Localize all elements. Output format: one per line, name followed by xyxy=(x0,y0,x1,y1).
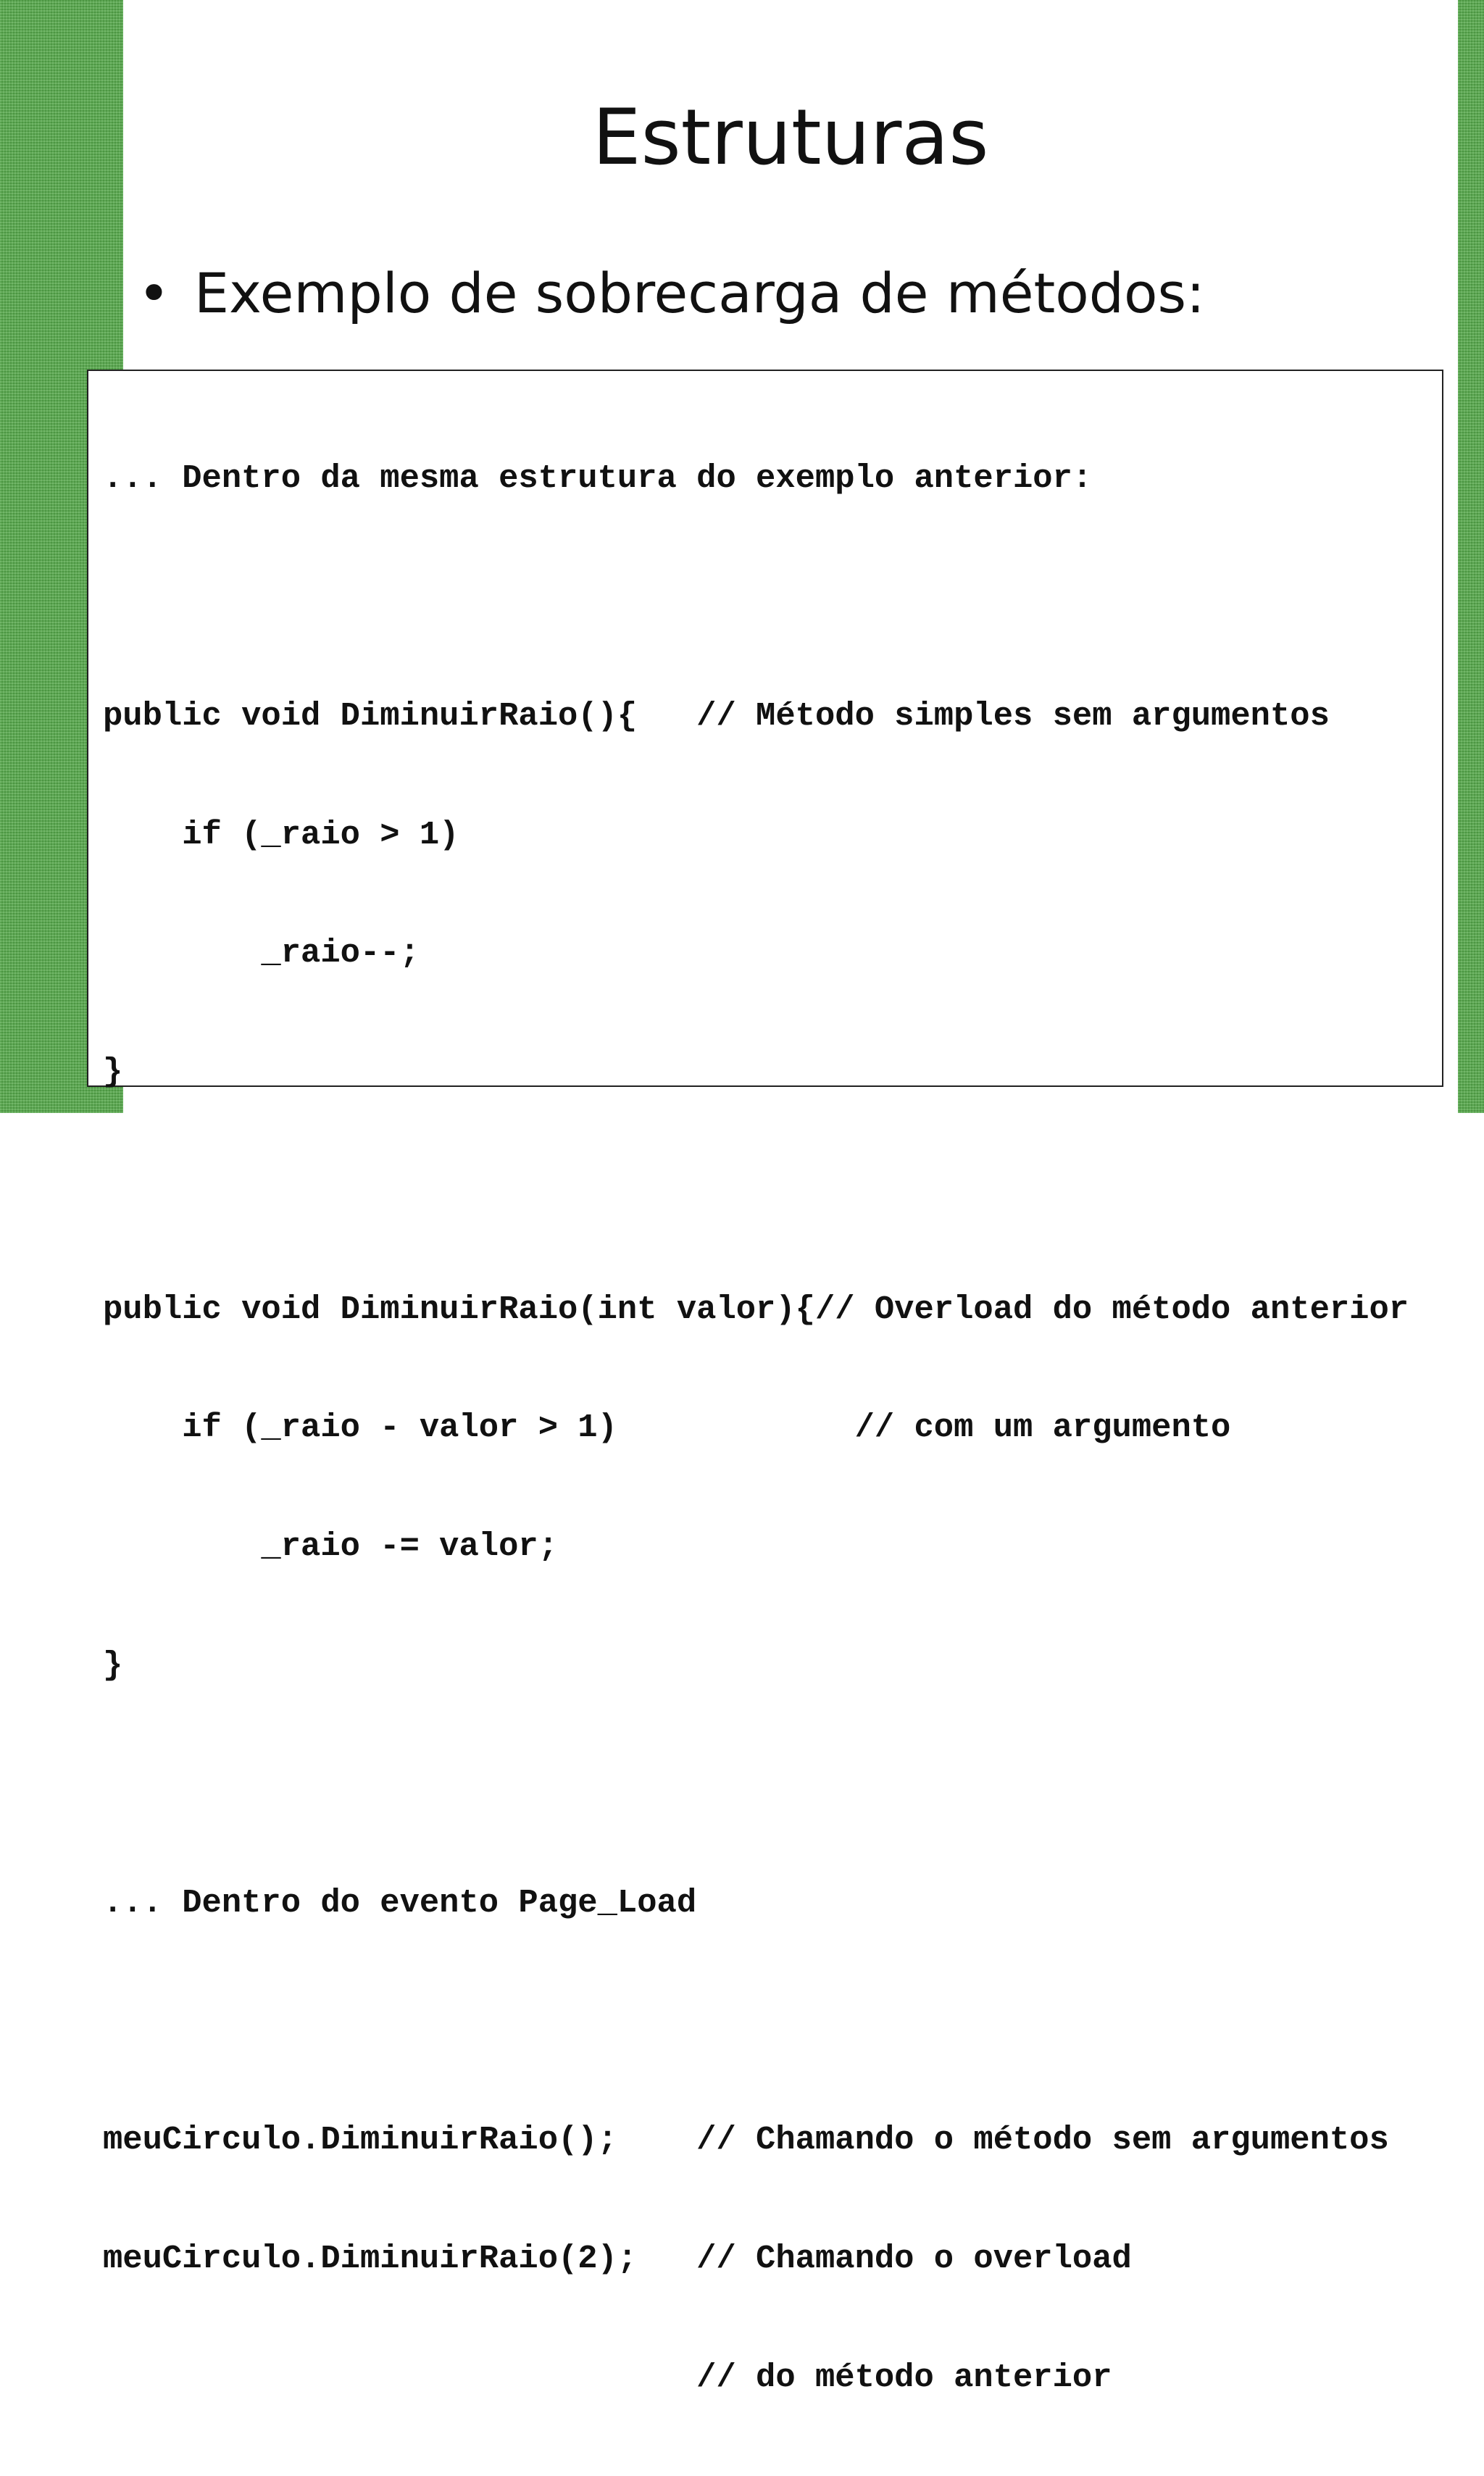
bullet-text: Exemplo de sobrecarga de métodos: xyxy=(194,261,1205,325)
code-line xyxy=(103,1764,1409,1804)
code-line: meuCirculo.DiminuirRaio(); // Chamando o método sem argumentos xyxy=(103,2121,1389,2159)
bullet-marker: • xyxy=(138,261,170,325)
code-listing xyxy=(103,380,1409,2476)
code-line: } xyxy=(103,1053,123,1091)
code-block xyxy=(87,370,1443,2396)
slide-title: Estruturas xyxy=(592,93,989,182)
code-line xyxy=(103,578,1409,617)
right-green-border xyxy=(1458,0,1484,1113)
code-line: if (_raio - valor > 1) // com um argumento xyxy=(103,1409,1231,1447)
code-line: ... Dentro do evento Page_Load xyxy=(103,1883,697,1922)
code-line xyxy=(103,1171,1409,1211)
code-line: // do método anterior xyxy=(103,2358,1112,2396)
code-line: public void DiminuirRaio(int valor){// Overload do método anterior xyxy=(103,1290,1409,1328)
code-line: if (_raio > 1) xyxy=(103,815,459,854)
code-line: _raio -= valor; xyxy=(103,1527,559,1566)
code-line: _raio--; xyxy=(103,934,420,972)
code-line: } xyxy=(103,1646,123,1684)
code-line xyxy=(103,2001,1409,2041)
code-line: meuCirculo.DiminuirRaio(2); // Chamando o overload xyxy=(103,2239,1132,2277)
code-line: public void DiminuirRaio(){ // Método simples sem argumentos xyxy=(103,696,1330,735)
bullet-item xyxy=(138,257,1205,330)
code-line: ... Dentro da mesma estrutura do exemplo anterior: xyxy=(103,459,1093,498)
